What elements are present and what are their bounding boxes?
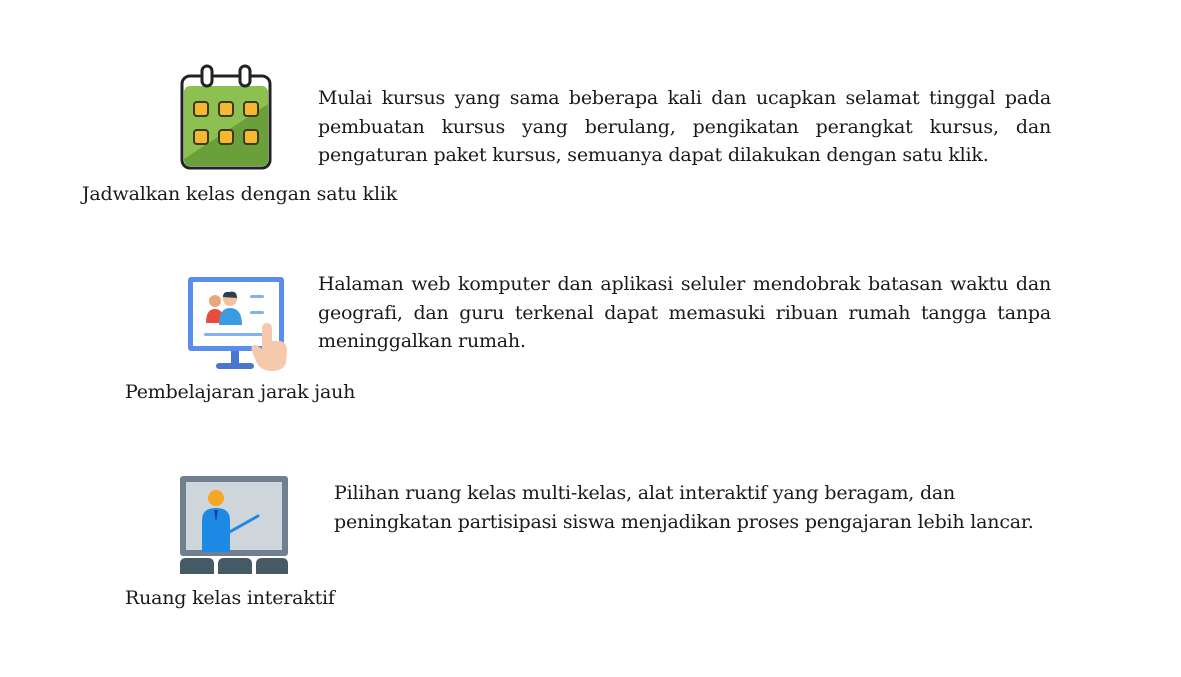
feature-caption: Jadwalkan kelas dengan satu klik (82, 183, 398, 205)
feature-caption: Pembelajaran jarak jauh (125, 381, 356, 403)
classroom-teacher-icon (180, 476, 290, 574)
monitor-touch-icon (186, 275, 290, 373)
feature-description: Pilihan ruang kelas multi-kelas, alat interaktif yang beragam, dan peningkatan partisipasi siswa menjadikan proses pengajaran lebih lancar. (334, 482, 1034, 533)
feature-description: Halaman web komputer dan aplikasi seluler mendobrak batasan waktu dan geografi, dan guru terkenal dapat memasuki ribuan rumah tangga tanpa meninggalkan rumah. (318, 273, 1051, 352)
feature-description: Mulai kursus yang sama beberapa kali dan ucapkan selamat tinggal pada pembuatan kursus yang berulang, pengikatan perangkat kursus, dan pengaturan paket kursus, semuanya dapat dilakukan dengan satu klik. (318, 87, 1051, 166)
feature-caption: Ruang kelas interaktif (125, 587, 335, 609)
